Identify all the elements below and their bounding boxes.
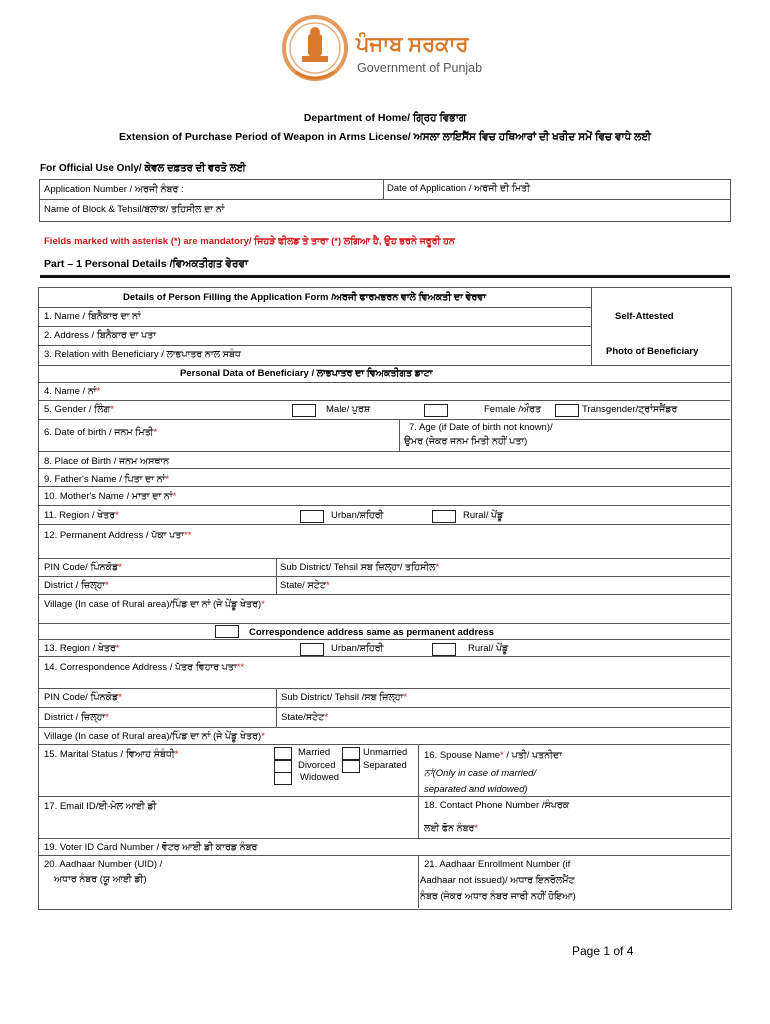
subdistrict-field[interactable]: Sub District/ Tehsil ਸਬ ਜ਼ਿਲ੍ਹਾ/ ਤਹਿਸੀਲ* xyxy=(280,562,440,573)
mandatory-note: Fields marked with asterisk (*) are mandatory/ ਜਿਹੜੇ ਫੀਲਡ ਤੇ ਤਾਰਾ (*) ਲਗਿਆ ਹੈ, ਉਹ ਭਰਨੇ ਜਰੂਰੀ ਹਨ xyxy=(44,236,455,247)
org-punjabi: ਪੰਜਾਬ ਸਰਕਾਰ xyxy=(356,33,469,56)
marital-married-checkbox[interactable] xyxy=(274,747,292,760)
region2-rural-label: Rural/ ਪੇਂਡੂ xyxy=(468,643,509,654)
aadhaar-number-line1[interactable]: 20. Aadhaar Number (UID) / xyxy=(44,859,163,870)
region-rural-checkbox[interactable] xyxy=(432,510,456,523)
beneficiary-name-field[interactable]: 4. Name / ਨਾਂ* xyxy=(44,386,101,397)
district2-field[interactable]: District / ਜ਼ਿਲ੍ਹਾ* xyxy=(44,712,109,723)
enrollment-number-line1[interactable]: 21. Aadhaar Enrollment Number (if xyxy=(424,859,571,870)
spouse-name-line3: separated and widowed) xyxy=(424,784,528,795)
aadhaar-number-line2: ਅਧਾਰ ਨੰਬਰ (ਯੂ ਆਈ ਡੀ) xyxy=(54,874,147,885)
applicant-address-field[interactable]: 2. Address / ਬਿਨੈਕਾਰ ਦਾ ਪਤਾ xyxy=(44,330,157,341)
part1-title: Part – 1 Personal Details /ਵਿਅਕਤੀਗਤ ਵੇਰਵਾ xyxy=(44,258,249,270)
filler-details-heading: Details of Person Filling the Application Form /ਅਰਜੀ ਫਾਰਮਭਰਨ ਵਾਲੇ ਵਿਅਕਤੀ ਦਾ ਵੇਰਵਾ xyxy=(123,292,486,303)
place-of-birth-field[interactable]: 8. Place of Birth / ਜਨਮ ਅਸਥਾਨ xyxy=(44,456,170,467)
marital-widowed-label: Widowed xyxy=(300,772,340,783)
department-title: Department of Home/ ਗ੍ਰਿਹ ਵਿਭਾਗ xyxy=(303,112,467,124)
gender-transgender-label: Transgender/ਟ੍ਰਾਂਸਜੈਂਡਰ xyxy=(582,404,678,415)
marital-divorced-label: Divorced xyxy=(298,760,336,771)
gender-female-checkbox[interactable] xyxy=(424,404,448,417)
contact-phone-line2: ਲਈ ਫੋਨ ਨੰਬਰ* xyxy=(424,823,479,834)
age-label-line2: ਉਮਰ (ਜੇਕਰ ਜਨਮ ਮਿਤੀ ਨਹੀਂ ਪਤਾ) xyxy=(404,436,528,447)
gender-label: 5. Gender / ਲਿੰਗ* xyxy=(44,404,114,415)
state2-field[interactable]: State/ਸਟੇਟ* xyxy=(281,712,329,723)
block-tehsil-field[interactable]: Name of Block & Tehsil/ਬਲਾਕ/ ਤਹਿਸੀਲ ਦਾ ਨਾਂ xyxy=(44,204,225,215)
page-number: Page 1 of 4 xyxy=(572,944,634,958)
region-urban-checkbox[interactable] xyxy=(300,510,324,523)
applicant-name-field[interactable]: 1. Name / ਬਿਨੈਕਾਰ ਦਾ ਨਾਂ xyxy=(44,311,141,322)
org-english: Government of Punjab xyxy=(357,61,483,75)
region-urban-label: Urban/ਸ਼ਹਿਰੀ xyxy=(331,510,384,521)
gender-male-label: Male/ ਪੁਰਸ਼ xyxy=(326,404,371,415)
state-field[interactable]: State/ ਸਟੇਟ* xyxy=(280,580,330,591)
spouse-name-line1[interactable]: 16. Spouse Name* / ਪਤੀ/ ਪਤਨੀਦਾ xyxy=(424,750,563,761)
gender-female-label: Female /ਔਰਤ xyxy=(484,404,542,415)
pin-code2-field[interactable]: PIN Code/ ਪਿੰਨਕੋਡ* xyxy=(44,692,122,703)
dob-field[interactable]: 6. Date of birth / ਜਨਮ ਮਿਤੀ* xyxy=(44,427,158,438)
relation-field[interactable]: 3. Relation with Beneficiary / ਲਾਭਪਾਤਰ ਨਾਲ ਸਬੰਧ xyxy=(44,349,241,360)
form-title: Extension of Purchase Period of Weapon in Arms License/ ਅਸਲਾ ਲਾਇਸੈਂਸ ਵਿਚ ਹਥਿਆਰਾਂ ਦੀ ਖਰੀਦ ਸਮੇਂ ਵਿਚ ਵਾਧੇ ਲਈ xyxy=(118,131,652,143)
age-label-line1: 7. Age (if Date of birth not known)/ xyxy=(409,422,553,433)
official-use-heading: For Official Use Only/ ਕੇਵਲ ਦਫ਼ਤਰ ਦੀ ਵਰਤੋ ਲਈ xyxy=(40,163,246,174)
beneficiary-heading: Personal Data of Beneficiary / ਲਾਭਪਾਤਰ ਦਾ ਵਿਅਕਤੀਗਤ ਡਾਟਾ xyxy=(180,368,433,379)
marital-separated-checkbox[interactable] xyxy=(342,760,360,773)
section-divider xyxy=(40,275,730,278)
photo-box-label[interactable]: Photo of Beneficiary xyxy=(606,346,699,357)
punjab-emblem-logo xyxy=(282,12,348,88)
correspondence-address-field[interactable]: 14. Correspondence Address / ਪੱਤਰ ਵਿਹਾਰ ਪਤਾ** xyxy=(44,662,245,673)
same-address-checkbox[interactable] xyxy=(215,625,239,638)
region2-urban-label: Urban/ਸ਼ਹਿਰੀ xyxy=(331,643,384,654)
region-rural-label: Rural/ ਪੇਂਡੂ xyxy=(463,510,504,521)
self-attested-label: Self-Attested xyxy=(615,311,674,322)
gender-male-checkbox[interactable] xyxy=(292,404,316,417)
village2-field[interactable]: Village (In case of Rural area)/ਪਿੰਡ ਦਾ ਨਾਂ (ਜੇ ਪੇਂਡੂ ਖੇਤਰ)* xyxy=(44,731,265,742)
father-name-field[interactable]: 9. Father's Name / ਪਿਤਾ ਦਾ ਨਾਂ* xyxy=(44,474,170,485)
contact-phone-line1[interactable]: 18. Contact Phone Number /ਸੰਪਰਕ xyxy=(424,800,570,811)
region2-urban-checkbox[interactable] xyxy=(300,643,324,656)
enrollment-number-line3: ਨੰਬਰ (ਜੇਕਰ ਅਧਾਰ ਨੰਬਰ ਜਾਰੀ ਨਹੀਂ ਹੋਇਆ) xyxy=(420,891,576,902)
region2-label: 13. Region / ਖੇਤਰ* xyxy=(44,643,120,654)
permanent-address-field[interactable]: 12. Permanent Address / ਪੱਕਾ ਪਤਾ** xyxy=(44,530,192,541)
marital-unmarried-label: Unmarried xyxy=(363,747,408,758)
mother-name-field[interactable]: 10. Mother's Name / ਮਾਤਾ ਦਾ ਨਾਂ* xyxy=(44,491,177,502)
marital-married-label: Married xyxy=(298,747,331,758)
subdistrict2-field[interactable]: Sub District/ Tehsil /ਸਬ ਜ਼ਿਲ੍ਹਾ* xyxy=(281,692,408,703)
date-of-application-field[interactable]: Date of Application / ਅਰਜੀ ਦੀ ਮਿਤੀ xyxy=(387,183,530,194)
same-address-label: Correspondence address same as permanent address xyxy=(249,627,494,638)
application-number-field[interactable]: Application Number / ਅਰਜੀ ਨੰਬਰ : xyxy=(44,184,184,195)
enrollment-number-line2: Aadhaar not issued)/ ਅਧਾਰ ਇਨਰੋਲਮੈਂਟ xyxy=(420,875,575,886)
region2-rural-checkbox[interactable] xyxy=(432,643,456,656)
district-field[interactable]: District / ਜ਼ਿਲ੍ਹਾ* xyxy=(44,580,109,591)
email-field[interactable]: 17. Email ID/ਈ-ਮੇਲ ਆਈ ਡੀ xyxy=(44,801,157,812)
gender-transgender-checkbox[interactable] xyxy=(555,404,579,417)
region-label: 11. Region / ਖੇਤਰ* xyxy=(44,510,119,521)
spouse-name-line2: ਨਾਂ(Only in case of married/ xyxy=(424,768,537,779)
marital-unmarried-checkbox[interactable] xyxy=(342,747,360,760)
pin-code-field[interactable]: PIN Code/ ਪਿੰਨਕੋਡ* xyxy=(44,562,122,573)
village-field[interactable]: Village (In case of Rural area)/ਪਿੰਡ ਦਾ ਨਾਂ (ਜੇ ਪੇਂਡੂ ਖੇਤਰ)* xyxy=(44,599,265,610)
marital-widowed-checkbox[interactable] xyxy=(274,772,292,785)
marital-separated-label: Separated xyxy=(363,760,407,771)
marital-status-label: 15. Marital Status / ਵਿਆਹ ਸੰਬੰਧੀ* xyxy=(44,749,179,760)
voter-id-field[interactable]: 19. Voter ID Card Number / ਵੋਟਰ ਆਈ ਡੀ ਕਾਰਡ ਨੰਬਰ xyxy=(44,842,258,853)
